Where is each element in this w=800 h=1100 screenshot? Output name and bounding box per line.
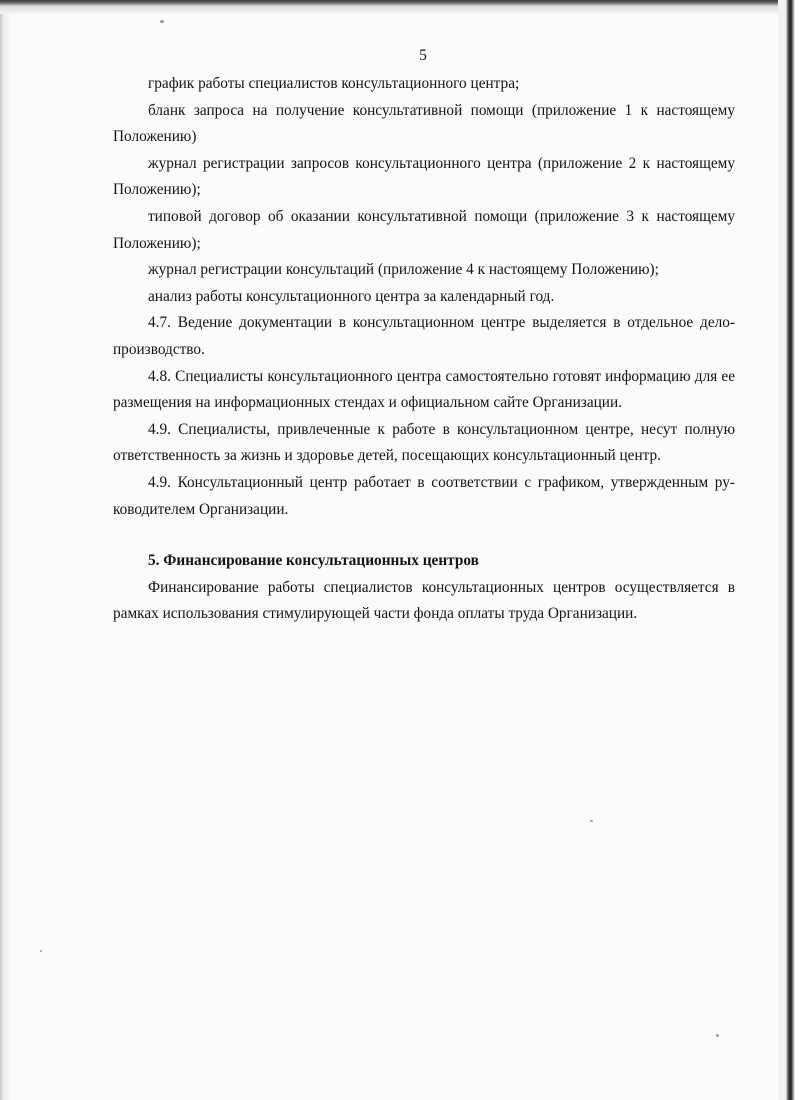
- section-5-heading: 5. Финансирование консультационных центров: [148, 552, 479, 570]
- paragraph-annual-analysis: анализ работы консультационного центра за календарный год.: [148, 287, 555, 305]
- paragraph-4-7: 4.7. Ведение документации в консультационном центре выделяется в отдельное делопроизводство.: [113, 314, 735, 358]
- paragraph-4-9-responsibility: 4.9. Специалисты, привлеченные к работе в консультационном центре, несут полную ответственность за жизнь и здоровье детей, посещающих консультационный центр.: [113, 420, 735, 465]
- paragraph-consultation-journal: журнал регистрации консультаций (приложение 4 к настоящему Положению);: [148, 261, 659, 279]
- section-5-text: Финансирование работы специалистов консультационных центров осуществляется в рамках использования стимулирующей части фонда оплаты труда Организации.: [113, 578, 735, 623]
- paragraph-4-9-schedule: 4.9. Консультационный центр работает в соответствии с графиком, утвержденным руководителем Организации.: [113, 473, 735, 518]
- page-number: 5: [419, 47, 427, 64]
- paragraph-request-journal: журнал регистрации запросов консультационного центра (приложение 2 к настоящему Положению);: [113, 154, 735, 199]
- document-body: [113, 71, 735, 628]
- paragraph-4-8: 4.8. Специалисты консультационного центра самостоятельно готовят информацию для ее размещения на информационных стендах и официальном сайте Организации.: [113, 367, 735, 412]
- paragraph-request-form: бланк запроса на получение консультативной помощи (приложение 1 к настоящему Положению): [113, 101, 735, 146]
- paragraph-schedule: график работы специалистов консультационного центра;: [148, 75, 520, 92]
- paragraph-standard-contract: типовой договор об оказании консультативной помощи (приложение 3 к настоящему Положению);: [113, 207, 735, 252]
